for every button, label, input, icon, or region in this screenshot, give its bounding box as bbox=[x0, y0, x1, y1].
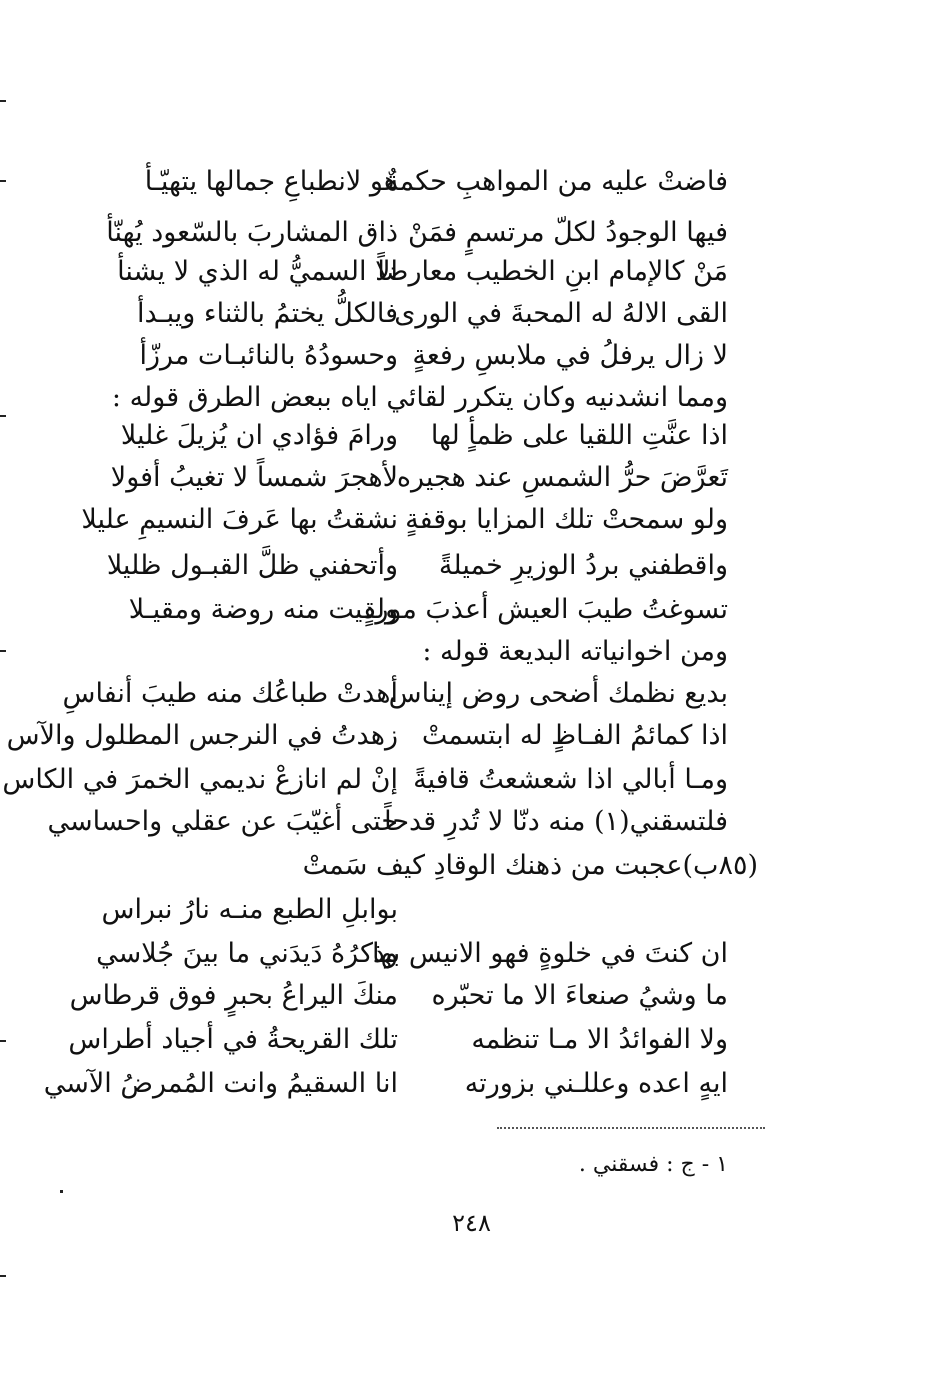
verse-17-second-hemistich: منكَ اليراعُ بحبرٍ فوق قرطاس bbox=[69, 980, 398, 1011]
scan-tick-mark bbox=[0, 1275, 6, 1277]
verse-6-second-hemistich: ورامَ فؤادي ان يُزيلَ غليلا bbox=[120, 420, 398, 451]
verse-8-second-hemistich: نشقتُ بها عَرفَ النسيمِ عليلا bbox=[81, 504, 398, 535]
verse-9-second-hemistich: وأتحفني ظلَّ القبـول ظليلا bbox=[106, 550, 398, 581]
verse-15-first-hemistich: (٨٥ب)عجبت من ذهنك الوقادِ كيف سَمتْ bbox=[302, 850, 758, 881]
footnote: ١ - ج : فسقني . bbox=[578, 1152, 728, 1177]
verse-10-first-hemistich: تسوغتُ طيبَ العيش أعذبَ موردٍ bbox=[363, 594, 728, 625]
scan-tick-mark bbox=[0, 650, 6, 652]
scan-tick-mark bbox=[0, 1040, 6, 1042]
verse-4-second-hemistich: فالكلُّ يختمُ بالثناء ويبـدأ bbox=[137, 298, 398, 329]
verse-2-second-hemistich: ذاق المشاربَ بالسّعود يُهنّأ bbox=[106, 217, 398, 248]
footnote-divider bbox=[497, 1127, 765, 1129]
verse-1-second-hemistich: هو لانطباعِ جمالها يتهيّـأ bbox=[144, 166, 398, 197]
verse-6-first-hemistich: اذا عنَّتِ اللقيا على ظمأٍ لها bbox=[430, 420, 728, 451]
verse-4-first-hemistich: القى الالهُ له المحبةَ في الورى bbox=[394, 298, 728, 329]
verse-16-first-hemistich: ان كنتَ في خلوةٍ فهو الانيس بها bbox=[372, 938, 728, 969]
verse-11-second-hemistich: أهدتْ طباعُك منه طيبَ أنفاسِ bbox=[62, 678, 398, 709]
verse-10-second-hemistich: ولقيت منه روضة ومقيـلا bbox=[128, 594, 398, 625]
verse-3-second-hemistich: الا السميُّ له الذي لا يشنأ bbox=[117, 256, 398, 287]
verse-12-first-hemistich: اذا كمائمُ الفـاظٍ له ابتسمتْ bbox=[421, 720, 728, 751]
verse-5-second-hemistich: وحسودُهُ بالنائبـات مرزّأ bbox=[139, 340, 398, 371]
scan-tick-mark bbox=[0, 100, 6, 102]
verse-19-first-hemistich: ايهٍ اعده وعللـني بزورته bbox=[464, 1068, 728, 1099]
verse-13-first-hemistich: ومـا أبالي اذا شعشعتُ قافيةً bbox=[413, 764, 728, 795]
verse-1-first-hemistich: فاضتْ عليه من المواهبِ حكمةٌ bbox=[385, 166, 728, 197]
verse-3-first-hemistich: مَنْ كالإمام ابنِ الخطيب معارضاً bbox=[377, 256, 728, 287]
verse-12-second-hemistich: زهدتُ في النرجس المطلول والآس bbox=[6, 720, 398, 751]
verse-15-second-hemistich: بوابلِ الطبع منـه نارُ نبراس bbox=[101, 894, 398, 925]
verse-14-first-hemistich: فلتسقني(١) منه دنّا لا تُدرِ قدحاً bbox=[384, 806, 728, 837]
scan-dust-mark bbox=[60, 1190, 63, 1193]
verse-7-second-hemistich: لأهجرَ شمساً لا تغيبُ أفولا bbox=[110, 462, 398, 493]
verse-7-first-hemistich: تَعرَّضَ حرُّ الشمسِ عند هجيره bbox=[396, 462, 728, 493]
verse-16-second-hemistich: وذكرُهُ دَيدَني ما بينَ جُلاسي bbox=[96, 938, 398, 969]
scan-tick-mark bbox=[0, 180, 6, 182]
verse-14-second-hemistich: حتى أغيّبَ عن عقلي واحساسي bbox=[47, 806, 398, 837]
verse-13-second-hemistich: إنْ لم انازعْ نديمي الخمرَ في الكاس bbox=[2, 764, 398, 795]
verse-5-first-hemistich: لا زال يرفلُ في ملابسِ رفعةٍ bbox=[412, 340, 728, 371]
verse-9-first-hemistich: واقطفني بردُ الوزيرِ خميلةً bbox=[438, 550, 728, 581]
scan-tick-mark bbox=[0, 415, 6, 417]
verse-19-second-hemistich: انا السقيمُ وانت المُمرضُ الآسي bbox=[43, 1068, 398, 1099]
verse-17-first-hemistich: ما وشيُ صنعاءَ الا ما تحبّره bbox=[431, 980, 728, 1011]
verse-2-first-hemistich: فيها الوجودُ لكلّ مرتسمٍ فمَنْ bbox=[408, 217, 728, 248]
verse-18-first-hemistich: ولا الفوائدُ الا مـا تنظمه bbox=[471, 1024, 728, 1055]
verse-8-first-hemistich: ولو سمحتْ تلك المزايا بوقفةٍ bbox=[405, 504, 728, 535]
verse-11-first-hemistich: بديع نظمك أضحى روض إيناس bbox=[388, 678, 728, 709]
prose-intro-1: ومما انشدنيه وكان يتكرر لقائي اياه ببعض الطرق قوله : bbox=[111, 382, 728, 413]
prose-intro-2: ومن اخوانياته البديعة قوله : bbox=[422, 636, 728, 667]
page-number: ٢٤٨ bbox=[452, 1209, 491, 1237]
verse-18-second-hemistich: تلك القريحةُ في أجياد أطراس bbox=[68, 1024, 398, 1055]
